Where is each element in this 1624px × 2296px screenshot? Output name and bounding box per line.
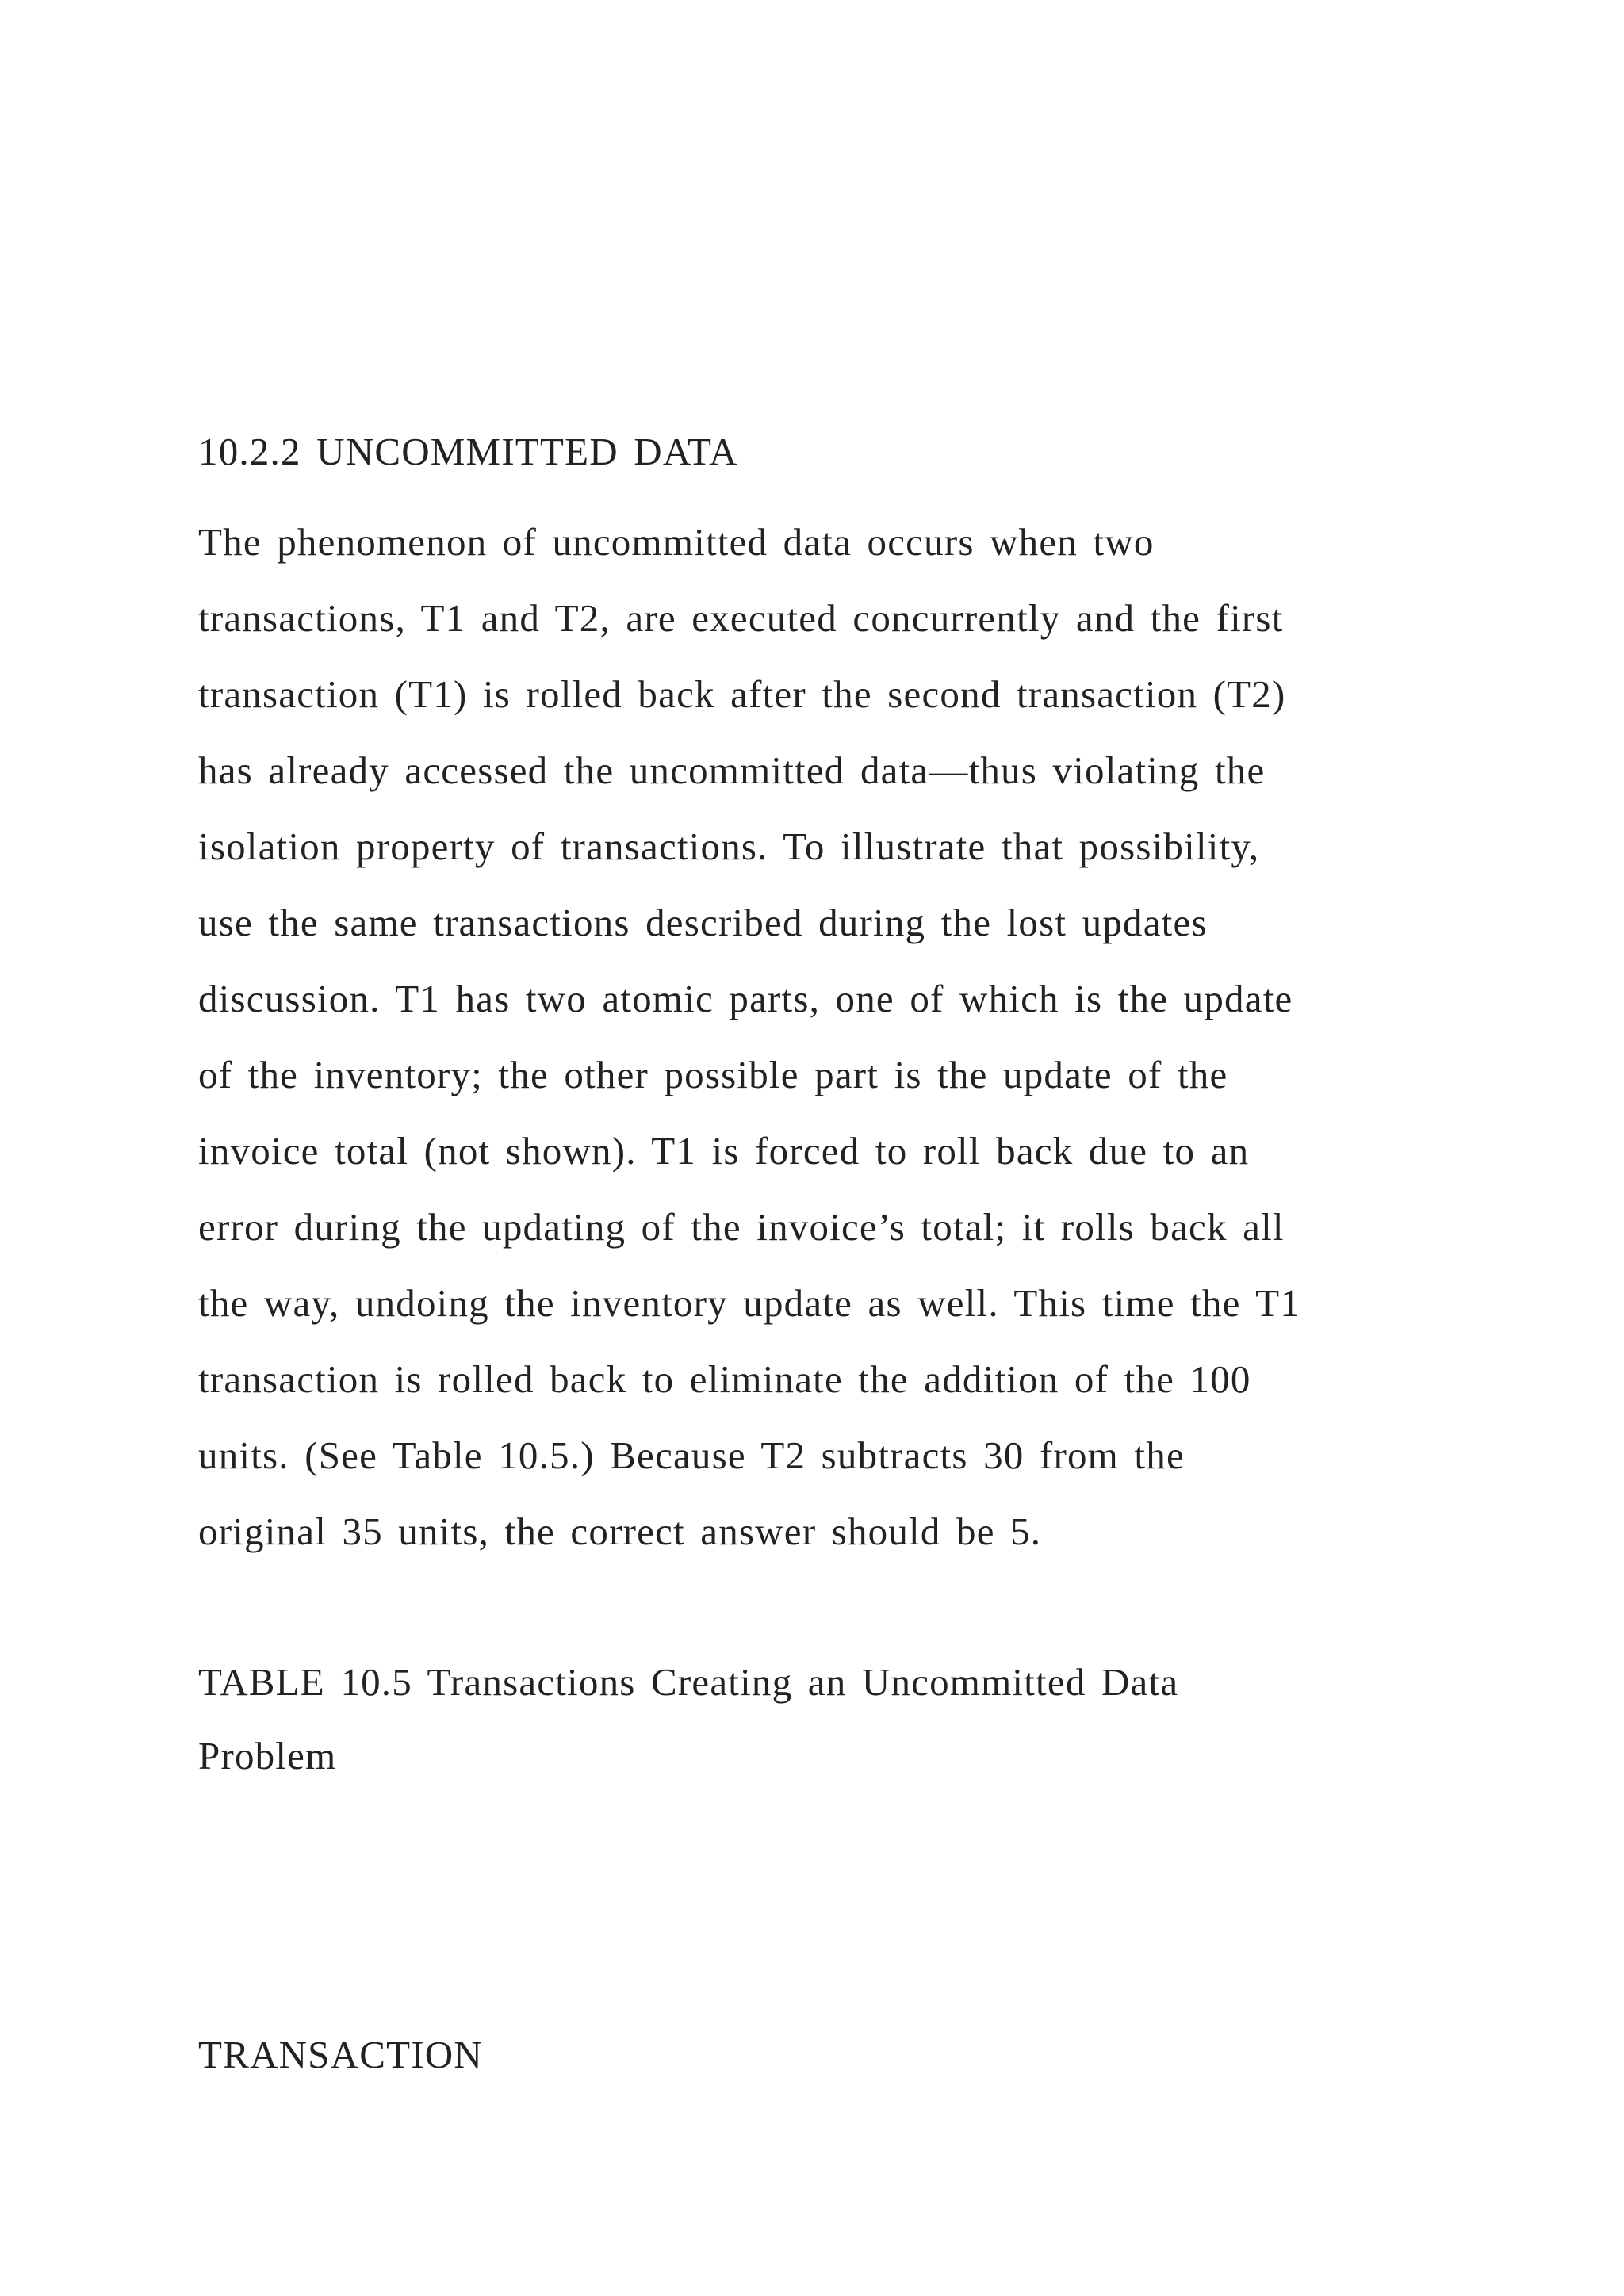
paragraph-line: has already accessed the uncommitted data—thus violating the [198, 748, 1266, 792]
paragraph-line: transactions, T1 and T2, are executed concurrently and the first [198, 596, 1284, 640]
paragraph-line: isolation property of transactions. To illustrate that possibility, [198, 825, 1260, 868]
paragraph-line: The phenomenon of uncommitted data occurs when two [198, 520, 1155, 564]
paragraph-line: invoice total (not shown). T1 is forced to roll back due to an [198, 1129, 1250, 1173]
paragraph-line: use the same transactions described during the lost updates [198, 901, 1208, 944]
paragraph-line: error during the updating of the invoice’s total; it rolls back all [198, 1205, 1285, 1249]
table-caption [198, 1645, 1178, 1793]
body-paragraph [198, 504, 1300, 1570]
table-caption-line: Problem [198, 1734, 337, 1777]
paragraph-line: discussion. T1 has two atomic parts, one of which is the update [198, 977, 1293, 1020]
table-caption-line: TABLE 10.5 Transactions Creating an Uncommitted Data [198, 1660, 1179, 1704]
section-heading: 10.2.2 UNCOMMITTED DATA [198, 430, 738, 473]
paragraph-line: of the inventory; the other possible part is the update of the [198, 1053, 1228, 1096]
table-column-header: TRANSACTION [198, 2033, 483, 2076]
paragraph-line: the way, undoing the inventory update as well. This time the T1 [198, 1281, 1300, 1325]
paragraph-line: original 35 units, the correct answer should be 5. [198, 1510, 1042, 1553]
paragraph-line: units. (See Table 10.5.) Because T2 subtracts 30 from the [198, 1433, 1185, 1477]
paragraph-line: transaction (T1) is rolled back after the second transaction (T2) [198, 672, 1286, 716]
paragraph-line: transaction is rolled back to eliminate the addition of the 100 [198, 1357, 1251, 1401]
